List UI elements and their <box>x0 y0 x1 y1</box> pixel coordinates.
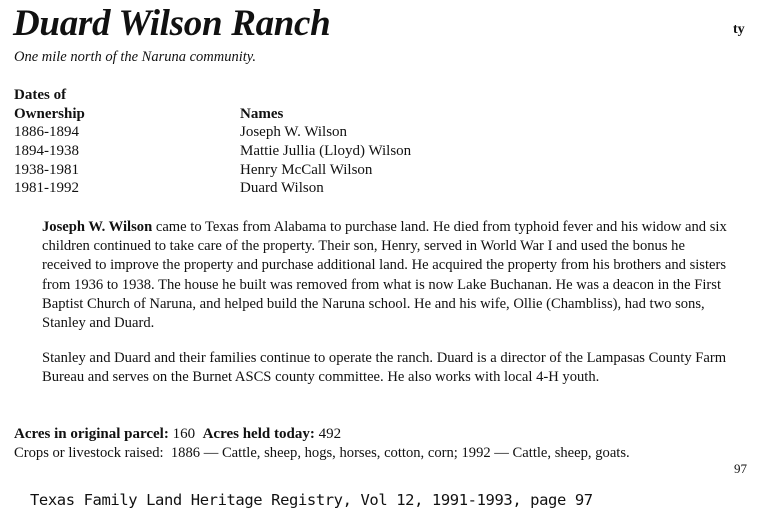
crops-line <box>14 445 630 462</box>
ownership-name: Henry McCall Wilson <box>240 162 373 178</box>
paragraph-text: came to Texas from Alabama to purchase land. He died from typhoid fever and his widow and six children continued to take care of the property. Their son, Henry, served in World War I and used the bonus he received to improve the property and purchase additional land. He acquired the property from his brothers and sisters from 1936 to 1938. The house he built was removed from what is now Lake Buchanan. He was a deacon in the First Baptist Church of Naruna, and helped build the Naruna school. He and his wife, Ollie (Chambliss), had two sons, Stanley and Duard. <box>42 219 727 332</box>
operations-paragraph: Stanley and Duard and their families continue to operate the ranch. Duard is a director of the Lampasas County Farm Bureau and serves on the Burnet ASCS county committee. He also works with local 4-H youth. <box>42 350 727 386</box>
paragraph-lead: Joseph W. Wilson <box>42 219 153 235</box>
acres-today-value: 492 <box>318 426 342 442</box>
source-caption: Texas Family Land Heritage Registry, Vol 12, 1991-1993, page 97 <box>30 491 593 509</box>
acres-original-label: Acres in original parcel: <box>14 426 169 442</box>
ownership-name: Joseph W. Wilson <box>240 124 348 140</box>
page-number: 97 <box>734 461 747 476</box>
names-heading: Names <box>240 106 284 122</box>
dates-heading-line1: Dates of <box>14 87 67 103</box>
ownership-dates: 1886-1894 <box>14 124 79 140</box>
dates-heading-line2: Ownership <box>14 106 85 122</box>
subtitle: One mile north of the Naruna community. <box>14 49 257 65</box>
acres-line <box>14 426 341 443</box>
ownership-name: Duard Wilson <box>240 180 324 196</box>
ownership-dates: 1981-1992 <box>14 180 79 196</box>
page-title: Duard Wilson Ranch <box>13 3 331 44</box>
acres-today-label: Acres held today: <box>202 426 315 442</box>
crops-label: Crops or livestock raised: <box>14 445 164 461</box>
crops-value: 1886 — Cattle, sheep, hogs, horses, cotton, corn; 1992 — Cattle, sheep, goats. <box>170 445 630 461</box>
ownership-name: Mattie Jullia (Lloyd) Wilson <box>240 143 412 159</box>
corner-text: ty <box>733 22 745 37</box>
acres-original-value: 160 <box>172 426 196 442</box>
ownership-dates: 1894-1938 <box>14 143 79 159</box>
ownership-dates: 1938-1981 <box>14 162 79 178</box>
history-paragraph <box>42 218 727 333</box>
